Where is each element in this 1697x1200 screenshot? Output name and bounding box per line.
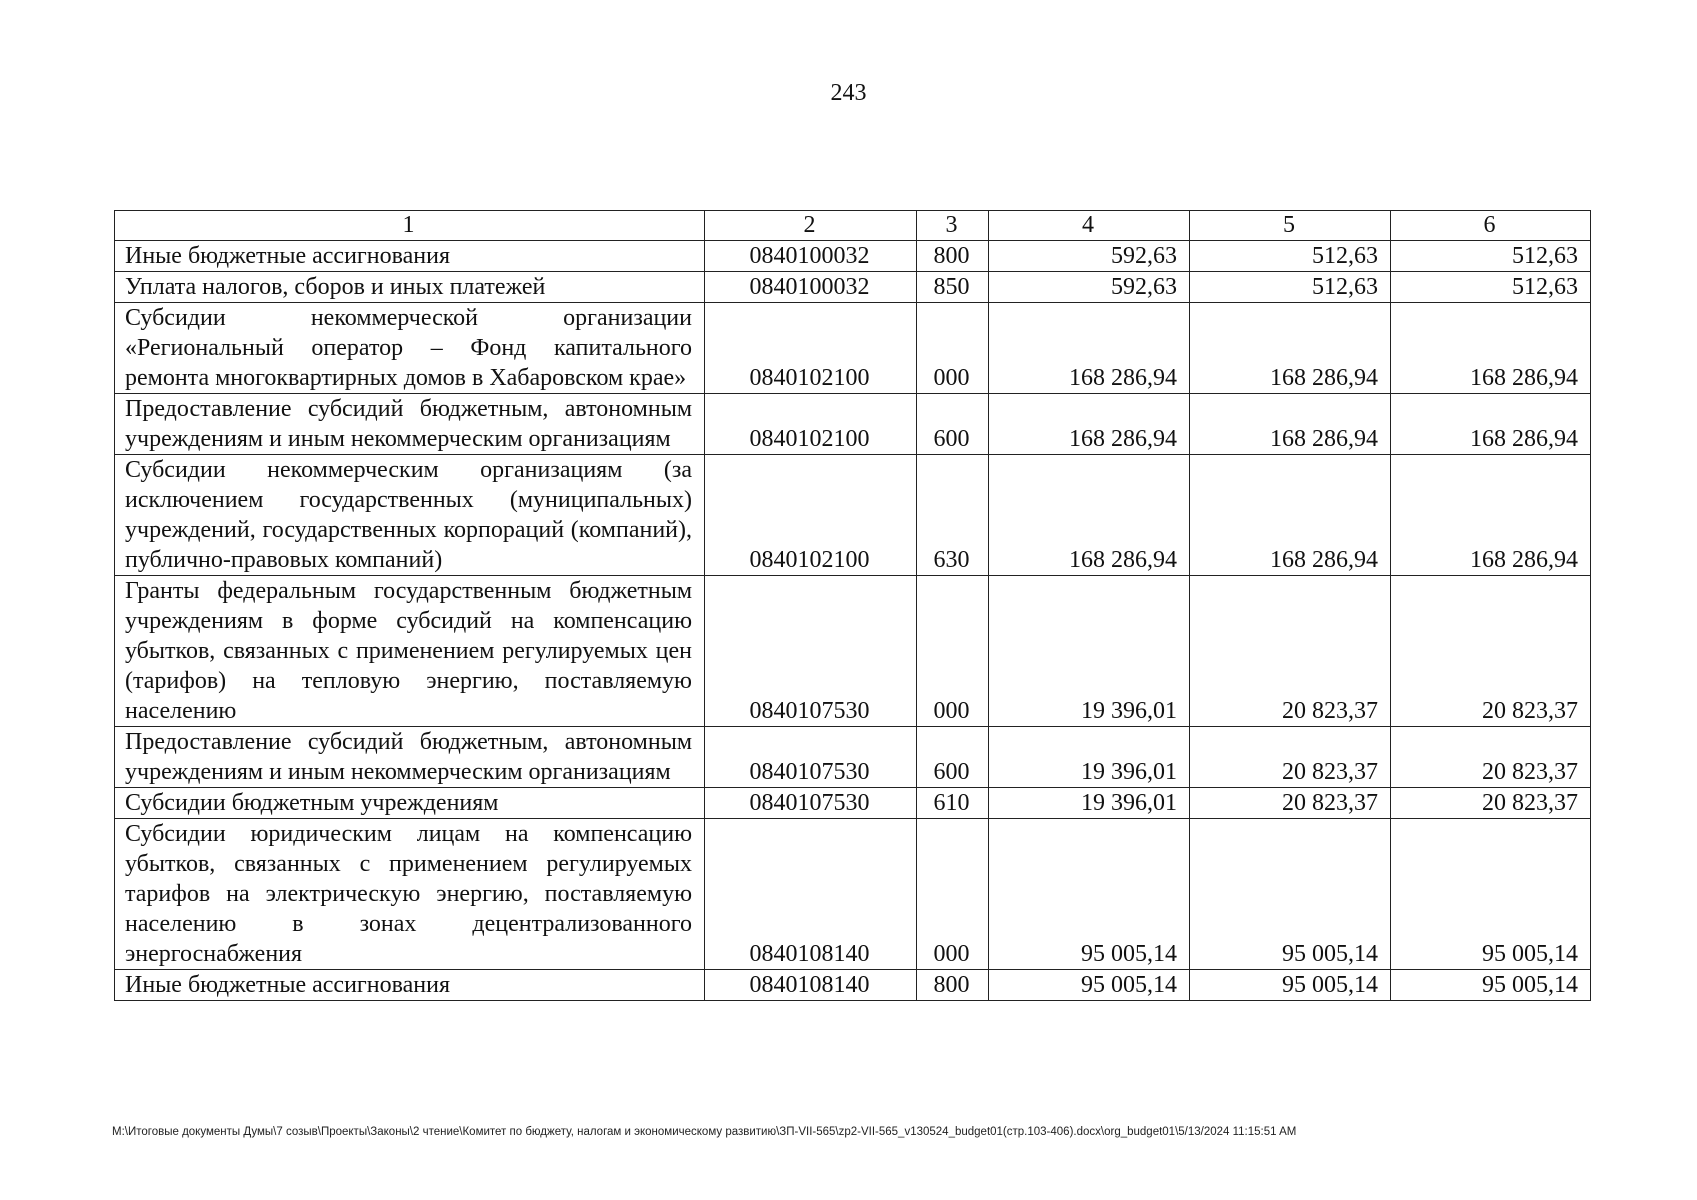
row-value-5: 20 823,37 (1190, 576, 1391, 727)
row-name: Субсидии некоммерческой организации «Региональный оператор – Фонд капитального ремонта многоквартирных домов в Хабаровском крае» (115, 303, 705, 394)
row-value-4: 19 396,01 (989, 788, 1190, 819)
table-row (115, 272, 1591, 303)
row-code: 0840102100 (705, 303, 917, 394)
row-value-4: 95 005,14 (989, 970, 1190, 1001)
row-type: 000 (917, 303, 989, 394)
row-code: 0840100032 (705, 272, 917, 303)
row-value-6: 95 005,14 (1391, 970, 1591, 1001)
row-name: Субсидии бюджетным учреждениям (115, 788, 705, 819)
row-value-4: 168 286,94 (989, 455, 1190, 576)
row-value-5: 168 286,94 (1190, 394, 1391, 455)
row-value-6: 20 823,37 (1391, 788, 1591, 819)
row-value-6: 168 286,94 (1391, 303, 1591, 394)
row-type: 850 (917, 272, 989, 303)
row-name: Субсидии юридическим лицам на компенсацию убытков, связанных с применением регулируемых тарифов на электрическую энергию, поставляемую населению в зонах децентрализованного энергоснабжения (115, 819, 705, 970)
column-header-4: 4 (989, 211, 1190, 241)
row-name: Гранты федеральным государственным бюджетным учреждениям в форме субсидий на компенсацию убытков, связанных с применением регулируемых цен (тарифов) на тепловую энергию, поставляемую населению (115, 576, 705, 727)
row-value-5: 512,63 (1190, 272, 1391, 303)
row-code: 0840102100 (705, 455, 917, 576)
row-value-6: 168 286,94 (1391, 455, 1591, 576)
table-header-row (115, 211, 1591, 241)
row-type: 000 (917, 819, 989, 970)
row-value-5: 168 286,94 (1190, 455, 1391, 576)
row-code: 0840108140 (705, 970, 917, 1001)
table-row (115, 394, 1591, 455)
row-code: 0840107530 (705, 576, 917, 727)
row-type: 600 (917, 394, 989, 455)
budget-table (114, 210, 1591, 1001)
column-header-5: 5 (1190, 211, 1391, 241)
row-value-6: 20 823,37 (1391, 727, 1591, 788)
row-name: Предоставление субсидий бюджетным, автономным учреждениям и иным некоммерческим организациям (115, 394, 705, 455)
row-value-6: 512,63 (1391, 272, 1591, 303)
row-value-4: 168 286,94 (989, 303, 1190, 394)
row-value-6: 95 005,14 (1391, 819, 1591, 970)
row-code: 0840107530 (705, 788, 917, 819)
page-number: 243 (830, 80, 867, 106)
footer-file-path: M:\Итоговые документы Думы\7 созыв\Проекты\Законы\2 чтение\Комитет по бюджету, налогам и экономическому развитию\ЗП-VII-565\zp2-VII-565_v130524_budget01(стр.103-406).docx\org_budget01\5/13/2024 11:15:51 AM (112, 1126, 1297, 1138)
row-value-5: 20 823,37 (1190, 727, 1391, 788)
row-type: 630 (917, 455, 989, 576)
row-name: Субсидии некоммерческим организациям (за исключением государственных (муниципальных) учреждений, государственных корпораций (компаний), публично-правовых компаний) (115, 455, 705, 576)
row-value-4: 95 005,14 (989, 819, 1190, 970)
row-value-4: 592,63 (989, 272, 1190, 303)
column-header-2: 2 (705, 211, 917, 241)
row-value-5: 95 005,14 (1190, 819, 1391, 970)
row-value-4: 592,63 (989, 241, 1190, 272)
row-type: 800 (917, 241, 989, 272)
row-value-5: 20 823,37 (1190, 788, 1391, 819)
table-row (115, 576, 1591, 727)
row-type: 600 (917, 727, 989, 788)
row-type: 000 (917, 576, 989, 727)
row-value-4: 19 396,01 (989, 727, 1190, 788)
row-value-5: 168 286,94 (1190, 303, 1391, 394)
table-row (115, 241, 1591, 272)
table-row (115, 788, 1591, 819)
column-header-1: 1 (115, 211, 705, 241)
table-row (115, 727, 1591, 788)
row-code: 0840102100 (705, 394, 917, 455)
table-row (115, 819, 1591, 970)
row-code: 0840100032 (705, 241, 917, 272)
column-header-3: 3 (917, 211, 989, 241)
table-row (115, 455, 1591, 576)
row-type: 800 (917, 970, 989, 1001)
row-type: 610 (917, 788, 989, 819)
row-value-5: 512,63 (1190, 241, 1391, 272)
table-row (115, 303, 1591, 394)
row-value-6: 512,63 (1391, 241, 1591, 272)
table-row (115, 970, 1591, 1001)
row-name: Иные бюджетные ассигнования (115, 241, 705, 272)
row-name: Уплата налогов, сборов и иных платежей (115, 272, 705, 303)
row-value-6: 168 286,94 (1391, 394, 1591, 455)
row-name: Предоставление субсидий бюджетным, автономным учреждениям и иным некоммерческим организациям (115, 727, 705, 788)
row-value-6: 20 823,37 (1391, 576, 1591, 727)
row-name: Иные бюджетные ассигнования (115, 970, 705, 1001)
row-value-5: 95 005,14 (1190, 970, 1391, 1001)
column-header-6: 6 (1391, 211, 1591, 241)
row-code: 0840108140 (705, 819, 917, 970)
row-value-4: 168 286,94 (989, 394, 1190, 455)
row-code: 0840107530 (705, 727, 917, 788)
row-value-4: 19 396,01 (989, 576, 1190, 727)
